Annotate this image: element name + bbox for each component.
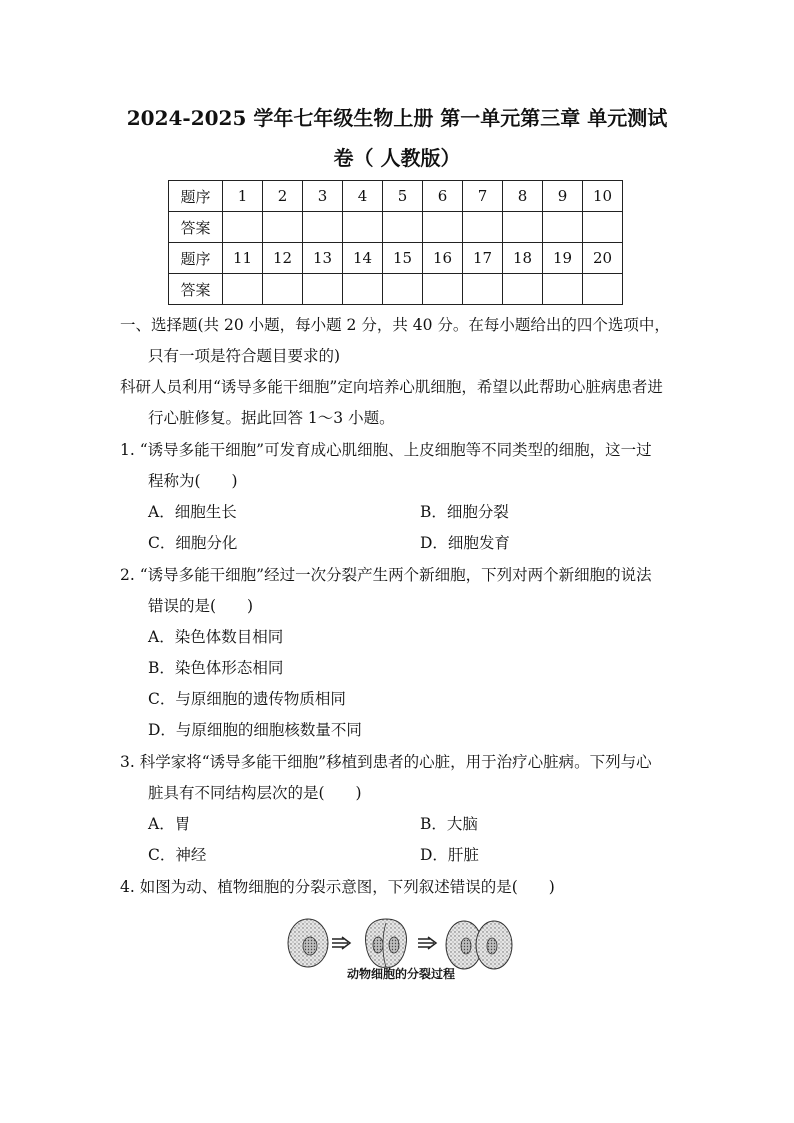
exam-title-line2: 卷（ 人教版） <box>333 146 461 170</box>
question-number: 13 <box>303 243 343 274</box>
q3-option-a[interactable]: A．胃 <box>148 815 191 833</box>
question-number: 5 <box>383 181 423 212</box>
arrow-icon <box>418 937 436 949</box>
answer-cell[interactable] <box>303 212 343 243</box>
answer-cell[interactable] <box>463 212 503 243</box>
question-number: 10 <box>583 181 623 212</box>
section-heading-line1: 一、选择题(共 20 小题，每小题 2 分，共 40 分。在每小题给出的四个选项中， <box>120 316 670 334</box>
question-3-stem-cont: 脏具有不同结构层次的是( ) <box>148 784 362 802</box>
q1-option-d[interactable]: D．细胞发育 <box>420 534 510 552</box>
question-number: 15 <box>383 243 423 274</box>
answer-cell[interactable] <box>223 274 263 305</box>
answer-cell[interactable] <box>543 212 583 243</box>
row-label: 答案 <box>169 274 223 305</box>
question-2-stem-cont: 错误的是( ) <box>148 597 254 615</box>
question-1-stem-cont: 程称为( ) <box>148 472 238 490</box>
question-number: 14 <box>343 243 383 274</box>
answer-cell[interactable] <box>383 212 423 243</box>
question-number: 16 <box>423 243 463 274</box>
q3-option-b[interactable]: B．大脑 <box>420 815 478 833</box>
question-1-stem: 1. “诱导多能干细胞”可发育成心肌细胞、上皮细胞等不同类型的细胞，这一过 <box>120 441 652 459</box>
question-3-stem: 3. 科学家将“诱导多能干细胞”移植到患者的心脏，用于治疗心脏病。下列与心 <box>120 753 652 771</box>
intro-line1: 科研人员利用“诱导多能干细胞”定向培养心肌细胞，希望以此帮助心脏病患者进 <box>120 378 663 396</box>
q3-option-d[interactable]: D．肝脏 <box>420 846 479 864</box>
answer-cell[interactable] <box>543 274 583 305</box>
q2-option-a[interactable]: A．染色体数目相同 <box>148 628 284 646</box>
answer-table-row <box>169 274 623 305</box>
question-number: 12 <box>263 243 303 274</box>
question-number: 18 <box>503 243 543 274</box>
answer-table-row <box>169 181 623 212</box>
question-number: 2 <box>263 181 303 212</box>
question-number: 19 <box>543 243 583 274</box>
question-number: 20 <box>583 243 623 274</box>
row-label: 题序 <box>169 181 223 212</box>
question-4-stem: 4. 如图为动、植物细胞的分裂示意图，下列叙述错误的是( ) <box>120 878 555 896</box>
answer-cell[interactable] <box>463 274 503 305</box>
answer-cell[interactable] <box>343 212 383 243</box>
intro-line2: 行心脏修复。据此回答 1～3 小题。 <box>148 409 395 427</box>
figure-caption: 动物细胞的分裂过程 <box>346 967 455 981</box>
q1-option-a[interactable]: A．细胞生长 <box>148 503 237 521</box>
answer-cell[interactable] <box>423 274 463 305</box>
question-number: 6 <box>423 181 463 212</box>
answer-cell[interactable] <box>303 274 343 305</box>
section-heading-line2: 只有一项是符合题目要求的) <box>148 347 341 365</box>
answer-cell[interactable] <box>263 212 303 243</box>
cell-stage-1 <box>288 919 328 967</box>
q1-option-b[interactable]: B．细胞分裂 <box>420 503 509 521</box>
q1-option-c[interactable]: C．细胞分化 <box>148 534 238 552</box>
q2-option-c[interactable]: C．与原细胞的遗传物质相同 <box>148 690 346 708</box>
row-label: 题序 <box>169 243 223 274</box>
answer-cell[interactable] <box>343 274 383 305</box>
answer-cell[interactable] <box>263 274 303 305</box>
q2-option-d[interactable]: D．与原细胞的细胞核数量不同 <box>148 721 362 739</box>
question-2-stem: 2. “诱导多能干细胞”经过一次分裂产生两个新细胞，下列对两个新细胞的说法 <box>120 566 652 584</box>
cell-stage-3 <box>446 921 512 969</box>
question-number: 17 <box>463 243 503 274</box>
question-number: 8 <box>503 181 543 212</box>
answer-table <box>168 180 623 305</box>
answer-cell[interactable] <box>583 274 623 305</box>
answer-cell[interactable] <box>583 212 623 243</box>
question-number: 7 <box>463 181 503 212</box>
question-number: 1 <box>223 181 263 212</box>
answer-cell[interactable] <box>503 212 543 243</box>
question-number: 3 <box>303 181 343 212</box>
exam-title-line1: 2024-2025 学年七年级生物上册 第一单元第三章 单元测试 <box>126 106 668 130</box>
answer-cell[interactable] <box>383 274 423 305</box>
question-number: 11 <box>223 243 263 274</box>
answer-cell[interactable] <box>423 212 463 243</box>
answer-cell[interactable] <box>223 212 263 243</box>
q2-option-b[interactable]: B．染色体形态相同 <box>148 659 284 677</box>
answer-table-row <box>169 212 623 243</box>
answer-table-row <box>169 243 623 274</box>
q3-option-c[interactable]: C．神经 <box>148 846 207 864</box>
row-label: 答案 <box>169 212 223 243</box>
answer-cell[interactable] <box>503 274 543 305</box>
cell-stage-2 <box>366 919 407 967</box>
arrow-icon <box>332 937 350 949</box>
question-number: 4 <box>343 181 383 212</box>
question-number: 9 <box>543 181 583 212</box>
